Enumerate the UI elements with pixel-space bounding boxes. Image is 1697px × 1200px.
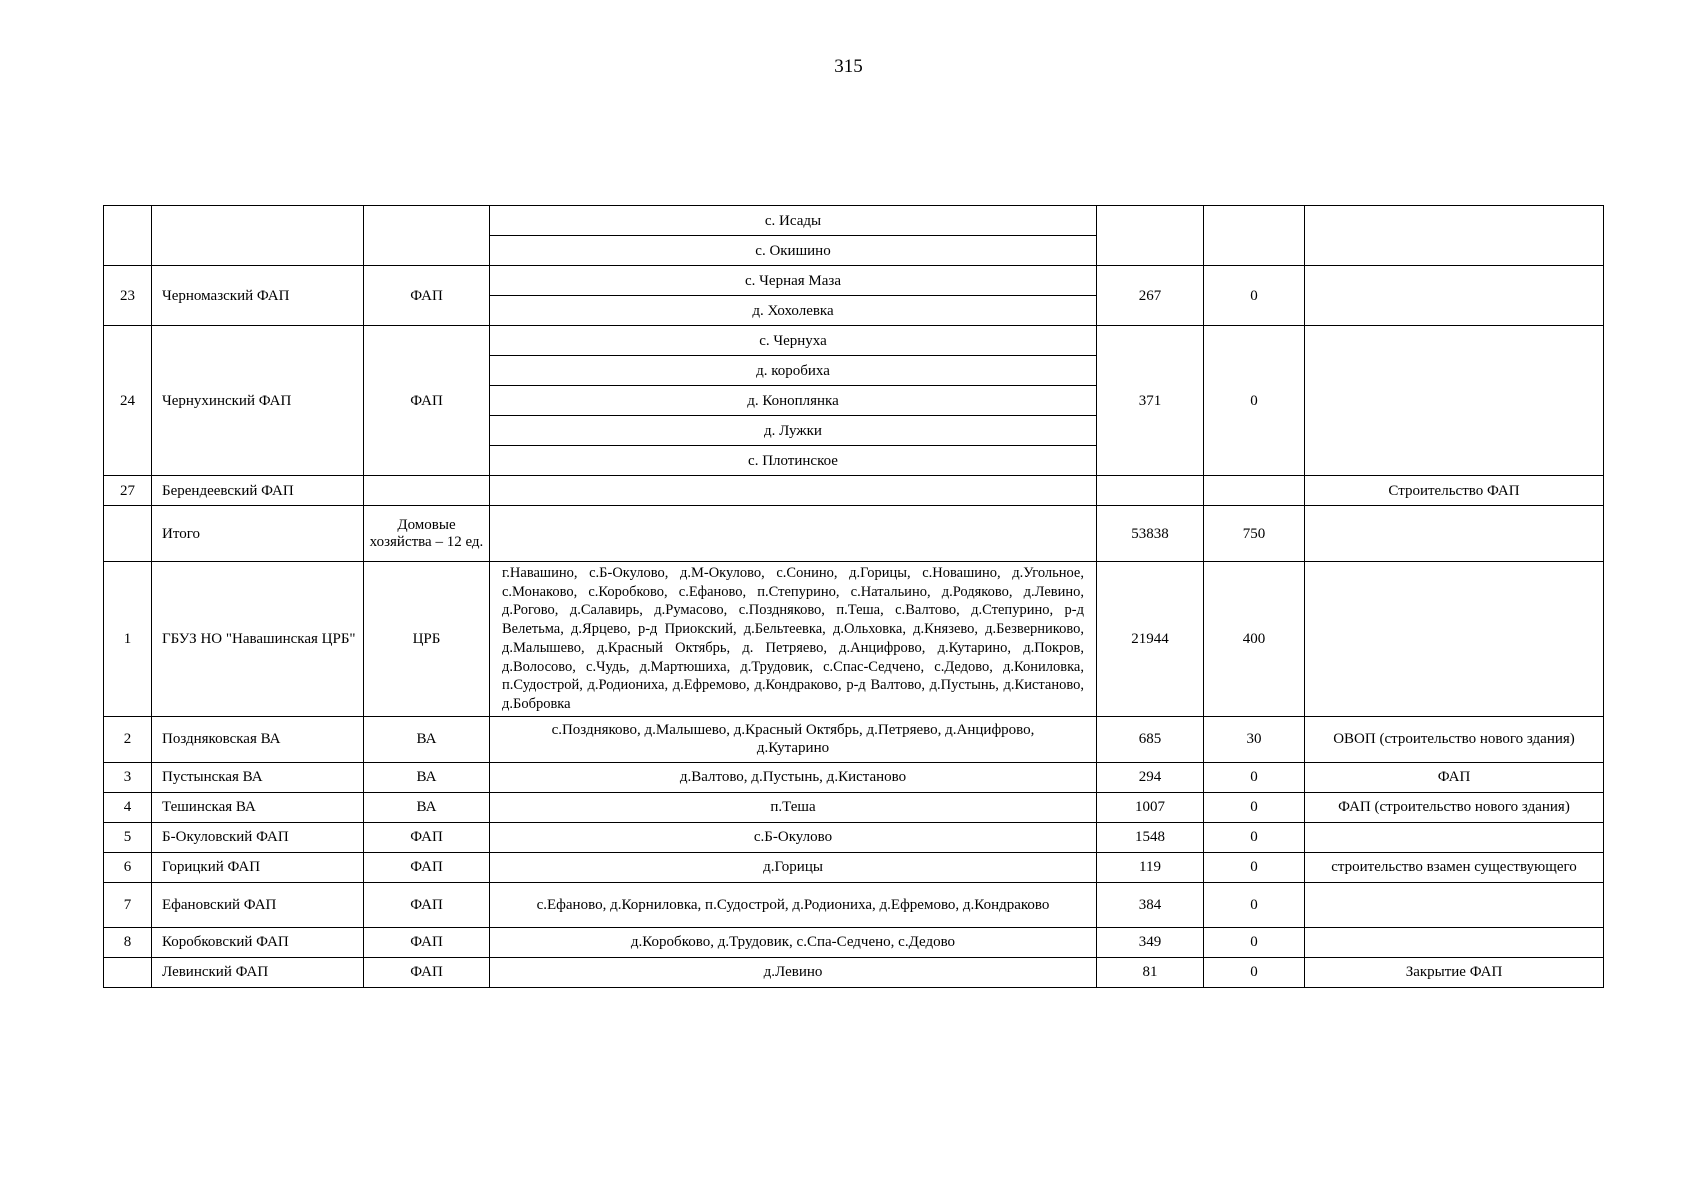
type-cell: ВА — [364, 792, 490, 822]
num-cell: 8 — [104, 927, 152, 957]
locality-cell: д.Горицы — [490, 852, 1097, 882]
population-cell: 294 — [1097, 762, 1204, 792]
name-cell: Берендеевский ФАП — [152, 476, 364, 506]
table-row — [104, 562, 1604, 717]
population-cell: 685 — [1097, 716, 1204, 762]
locality-cell: д. Хохолевка — [490, 296, 1097, 326]
note-cell — [1305, 506, 1604, 562]
households-cell: 0 — [1204, 762, 1305, 792]
locality-cell: д.Левино — [490, 957, 1097, 987]
table-row — [104, 822, 1604, 852]
locality-cell: п.Теша — [490, 792, 1097, 822]
name-cell — [152, 206, 364, 266]
name-cell: Поздняковская ВА — [152, 716, 364, 762]
page-number: 315 — [834, 56, 863, 77]
name-cell: ГБУЗ НО "Навашинская ЦРБ" — [152, 562, 364, 717]
locality-cell: с.Ефаново, д.Корниловка, п.Судострой, д.Родиониха, д.Ефремово, д.Кондраково — [490, 882, 1097, 927]
name-cell: Левинский ФАП — [152, 957, 364, 987]
locality-cell — [490, 506, 1097, 562]
households-cell — [1204, 206, 1305, 266]
num-cell: 4 — [104, 792, 152, 822]
households-cell: 0 — [1204, 882, 1305, 927]
note-cell: строительство взамен существующего — [1305, 852, 1604, 882]
table-row — [104, 762, 1604, 792]
note-cell: Закрытие ФАП — [1305, 957, 1604, 987]
facilities-table — [103, 205, 1604, 988]
type-cell: ФАП — [364, 822, 490, 852]
type-cell: ЦРБ — [364, 562, 490, 717]
households-cell: 0 — [1204, 792, 1305, 822]
type-cell: ВА — [364, 762, 490, 792]
locality-cell: с.Б-Окулово — [490, 822, 1097, 852]
table-row — [104, 206, 1604, 236]
name-cell: Тешинская ВА — [152, 792, 364, 822]
num-cell: 6 — [104, 852, 152, 882]
name-cell: Б-Окуловский ФАП — [152, 822, 364, 852]
name-cell: Черномазский ФАП — [152, 266, 364, 326]
num-cell: 2 — [104, 716, 152, 762]
households-cell: 0 — [1204, 852, 1305, 882]
population-cell: 21944 — [1097, 562, 1204, 717]
population-cell: 81 — [1097, 957, 1204, 987]
num-cell: 27 — [104, 476, 152, 506]
households-cell: 30 — [1204, 716, 1305, 762]
locality-cell: г.Навашино, с.Б-Окулово, д.М-Окулово, с.Сонино, д.Горицы, с.Новашино, д.Угольное, с.Монаково, с.Коробково, с.Ефаново, п.Степурино, с.Натальино, д.Родяково, д.Левино, д.Рогово, д.Салавирь, д.Румасово, с.Поздняково, п.Теша, с.Валтово, д.Степурино, р-д Велетьма, д.Ярцево, р-д Приокский, д.Бельтеевка, д.Ольховка, д.Князево, д.Безверниково, д.Малышево, д.Красный Октябрь, д. Петряево, д.Анцифрово, д.Кутарино, д.Покров, д.Волосово, с.Чудь, д.Мартюшиха, д.Трудовик, с.Спас-Седчено, с.Дедово, д.Кониловка, п.Судострой, д.Родиониха, д.Ефремово, д.Кондраково, р-д Валтово, д.Пустынь, д.Кистаново, д.Бобровка — [490, 562, 1097, 717]
locality-cell: с. Окишино — [490, 236, 1097, 266]
num-cell: 7 — [104, 882, 152, 927]
note-cell: ФАП (строительство нового здания) — [1305, 792, 1604, 822]
locality-cell — [490, 476, 1097, 506]
table-row — [104, 852, 1604, 882]
type-cell: ВА — [364, 716, 490, 762]
type-cell: ФАП — [364, 927, 490, 957]
population-cell: 1007 — [1097, 792, 1204, 822]
table-row — [104, 792, 1604, 822]
table-row — [104, 266, 1604, 296]
num-cell — [104, 506, 152, 562]
population-cell: 267 — [1097, 266, 1204, 326]
population-cell: 53838 — [1097, 506, 1204, 562]
type-cell: ФАП — [364, 882, 490, 927]
households-cell: 750 — [1204, 506, 1305, 562]
num-cell: 3 — [104, 762, 152, 792]
households-cell: 0 — [1204, 822, 1305, 852]
table-row — [104, 882, 1604, 927]
table-row — [104, 927, 1604, 957]
note-cell — [1305, 266, 1604, 326]
locality-cell: с.Поздняково, д.Малышево, д.Красный Октябрь, д.Петряево, д.Анцифрово, д.Кутарино — [490, 716, 1097, 762]
population-cell: 1548 — [1097, 822, 1204, 852]
table-row — [104, 476, 1604, 506]
households-cell: 0 — [1204, 957, 1305, 987]
note-cell — [1305, 927, 1604, 957]
note-cell: ОВОП (строительство нового здания) — [1305, 716, 1604, 762]
households-cell: 0 — [1204, 266, 1305, 326]
locality-cell: с. Черная Маза — [490, 266, 1097, 296]
type-cell: ФАП — [364, 957, 490, 987]
name-cell: Ефановский ФАП — [152, 882, 364, 927]
name-cell: Чернухинский ФАП — [152, 326, 364, 476]
households-cell: 0 — [1204, 326, 1305, 476]
num-cell: 24 — [104, 326, 152, 476]
type-cell — [364, 206, 490, 266]
total-row — [104, 506, 1604, 562]
locality-cell: д. Коноплянка — [490, 386, 1097, 416]
name-cell: Горицкий ФАП — [152, 852, 364, 882]
name-cell: Итого — [152, 506, 364, 562]
type-cell — [364, 476, 490, 506]
num-cell — [104, 957, 152, 987]
type-cell: ФАП — [364, 326, 490, 476]
note-cell: ФАП — [1305, 762, 1604, 792]
population-cell — [1097, 206, 1204, 266]
note-cell — [1305, 206, 1604, 266]
households-cell: 400 — [1204, 562, 1305, 717]
households-cell — [1204, 476, 1305, 506]
type-cell: ФАП — [364, 266, 490, 326]
population-cell — [1097, 476, 1204, 506]
population-cell: 119 — [1097, 852, 1204, 882]
type-cell: Домовые хозяйства – 12 ед. — [364, 506, 490, 562]
note-cell — [1305, 562, 1604, 717]
num-cell — [104, 206, 152, 266]
name-cell: Пустынская ВА — [152, 762, 364, 792]
note-cell — [1305, 822, 1604, 852]
locality-cell: д.Коробково, д.Трудовик, с.Спа-Седчено, с.Дедово — [490, 927, 1097, 957]
locality-cell: с. Чернуха — [490, 326, 1097, 356]
note-cell — [1305, 326, 1604, 476]
num-cell: 1 — [104, 562, 152, 717]
population-cell: 349 — [1097, 927, 1204, 957]
table-row — [104, 957, 1604, 987]
name-cell: Коробковский ФАП — [152, 927, 364, 957]
note-cell: Строительство ФАП — [1305, 476, 1604, 506]
locality-cell: с. Исады — [490, 206, 1097, 236]
note-cell — [1305, 882, 1604, 927]
locality-cell: д.Валтово, д.Пустынь, д.Кистаново — [490, 762, 1097, 792]
households-cell: 0 — [1204, 927, 1305, 957]
locality-cell: с. Плотинское — [490, 446, 1097, 476]
num-cell: 23 — [104, 266, 152, 326]
table-row — [104, 716, 1604, 762]
locality-cell: д. Лужки — [490, 416, 1097, 446]
num-cell: 5 — [104, 822, 152, 852]
population-cell: 371 — [1097, 326, 1204, 476]
locality-cell: д. коробиха — [490, 356, 1097, 386]
type-cell: ФАП — [364, 852, 490, 882]
population-cell: 384 — [1097, 882, 1204, 927]
table-row — [104, 326, 1604, 356]
